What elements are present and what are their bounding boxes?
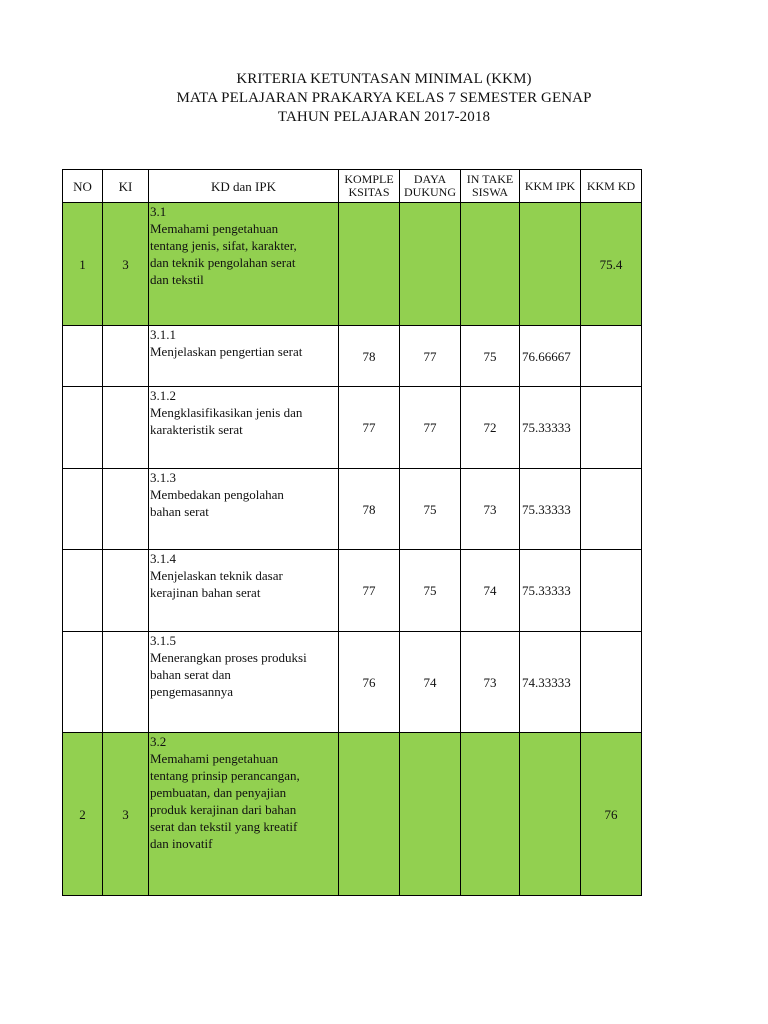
cell-kkm-kd: 75.4 xyxy=(581,203,642,326)
cell-intake-siswa: 74 xyxy=(461,550,520,632)
kd-code: 3.2 xyxy=(150,734,167,749)
cell-ki: 3 xyxy=(103,733,149,896)
cell-intake-siswa: 73 xyxy=(461,632,520,733)
table-row xyxy=(63,733,642,896)
kd-description-line: Membedakan pengolahan xyxy=(150,487,284,502)
cell-no xyxy=(63,550,103,632)
kd-description-line: tentang prinsip perancangan, xyxy=(150,768,300,783)
cell-kompleksitas xyxy=(339,203,400,326)
cell-kkm-ipk: 75.33333 xyxy=(520,550,581,632)
cell-kd-ipk xyxy=(149,326,339,387)
header-kd: KD dan IPK xyxy=(149,170,339,203)
header-intake-siswa xyxy=(461,170,520,203)
cell-kkm-kd: 76 xyxy=(581,733,642,896)
cell-kd-ipk xyxy=(149,469,339,550)
header-daya-dukung xyxy=(400,170,461,203)
kd-description-line: Memahami pengetahuan xyxy=(150,751,279,766)
kd-description-line: karakteristik serat xyxy=(150,422,243,437)
kd-code: 3.1.1 xyxy=(150,327,176,342)
kd-code: 3.1.2 xyxy=(150,388,176,403)
cell-no: 1 xyxy=(63,203,103,326)
cell-kompleksitas: 77 xyxy=(339,387,400,469)
title-line-3: TAHUN PELAJARAN 2017-2018 xyxy=(277,109,491,125)
kd-description-line: Memahami pengetahuan xyxy=(150,221,279,236)
kd-description-line: Menjelaskan teknik dasar xyxy=(150,568,283,583)
cell-kd-ipk xyxy=(149,387,339,469)
kd-code: 3.1.4 xyxy=(150,551,176,566)
header-row xyxy=(63,170,642,203)
table-body xyxy=(63,203,642,896)
cell-no: 2 xyxy=(63,733,103,896)
cell-daya-dukung: 75 xyxy=(400,550,461,632)
kd-description-line: dan tekstil xyxy=(150,272,204,287)
kd-description-line: pembuatan, dan penyajian xyxy=(150,785,287,800)
kd-description-line: dan teknik pengolahan serat xyxy=(150,255,296,270)
kkm-table xyxy=(62,169,642,896)
cell-daya-dukung: 77 xyxy=(400,387,461,469)
header-kompleksitas-line2: KSITAS xyxy=(348,185,390,199)
kd-description-line: bahan serat xyxy=(150,504,209,519)
document-title xyxy=(0,70,768,127)
cell-daya-dukung: 74 xyxy=(400,632,461,733)
cell-intake-siswa xyxy=(461,733,520,896)
header-kkm-kd: KKM KD xyxy=(581,170,642,203)
cell-daya-dukung xyxy=(400,203,461,326)
title-line-1: KRITERIA KETUNTASAN MINIMAL (KKM) xyxy=(236,71,532,87)
cell-no xyxy=(63,326,103,387)
header-daya-line1: DAYA xyxy=(413,172,447,186)
table-row xyxy=(63,326,642,387)
cell-kkm-kd xyxy=(581,550,642,632)
title-line-2: MATA PELAJARAN PRAKARYA KELAS 7 SEMESTER GENAP xyxy=(176,90,592,106)
cell-kkm-kd xyxy=(581,469,642,550)
cell-kkm-ipk xyxy=(520,733,581,896)
cell-kkm-kd xyxy=(581,632,642,733)
cell-kkm-kd xyxy=(581,387,642,469)
cell-kompleksitas: 77 xyxy=(339,550,400,632)
header-intake-line1: IN TAKE xyxy=(466,172,514,186)
cell-kd-ipk xyxy=(149,632,339,733)
header-daya-line2: DUKUNG xyxy=(404,185,456,199)
kd-description-line: Menerangkan proses produksi xyxy=(150,650,307,665)
table-row xyxy=(63,203,642,326)
cell-ki xyxy=(103,550,149,632)
cell-daya-dukung: 77 xyxy=(400,326,461,387)
cell-ki xyxy=(103,326,149,387)
cell-ki xyxy=(103,387,149,469)
cell-kompleksitas: 78 xyxy=(339,326,400,387)
cell-intake-siswa: 73 xyxy=(461,469,520,550)
cell-intake-siswa: 72 xyxy=(461,387,520,469)
table-row xyxy=(63,550,642,632)
table-row xyxy=(63,469,642,550)
kd-code: 3.1.5 xyxy=(150,633,176,648)
cell-kkm-kd xyxy=(581,326,642,387)
table-row xyxy=(63,387,642,469)
cell-ki: 3 xyxy=(103,203,149,326)
cell-kd-ipk xyxy=(149,550,339,632)
cell-daya-dukung xyxy=(400,733,461,896)
header-ki: KI xyxy=(103,170,149,203)
cell-kompleksitas xyxy=(339,733,400,896)
kd-description-line: pengemasannya xyxy=(150,684,234,699)
kd-description-line: Mengklasifikasikan jenis dan xyxy=(150,405,303,420)
cell-intake-siswa xyxy=(461,203,520,326)
kd-description-line: produk kerajinan dari bahan xyxy=(150,802,297,817)
kd-description-line: dan inovatif xyxy=(150,836,213,851)
kd-description-line: bahan serat dan xyxy=(150,667,231,682)
cell-kkm-ipk: 75.33333 xyxy=(520,469,581,550)
cell-no xyxy=(63,387,103,469)
header-kompleksitas xyxy=(339,170,400,203)
kd-code: 3.1 xyxy=(150,204,167,219)
header-no: NO xyxy=(63,170,103,203)
kd-description-line: serat dan tekstil yang kreatif xyxy=(150,819,298,834)
cell-kompleksitas: 76 xyxy=(339,632,400,733)
header-kkm-ipk: KKM IPK xyxy=(520,170,581,203)
cell-kd-ipk xyxy=(149,203,339,326)
cell-kd-ipk xyxy=(149,733,339,896)
cell-ki xyxy=(103,632,149,733)
kd-description-line: kerajinan bahan serat xyxy=(150,585,261,600)
cell-ki xyxy=(103,469,149,550)
header-kompleksitas-line1: KOMPLE xyxy=(344,172,394,186)
cell-no xyxy=(63,632,103,733)
kd-code: 3.1.3 xyxy=(150,470,176,485)
cell-no xyxy=(63,469,103,550)
cell-kkm-ipk xyxy=(520,203,581,326)
header-intake-line2: SISWA xyxy=(471,185,508,199)
cell-kkm-ipk: 76.66667 xyxy=(520,326,581,387)
kd-description-line: tentang jenis, sifat, karakter, xyxy=(150,238,297,253)
cell-intake-siswa: 75 xyxy=(461,326,520,387)
table-row xyxy=(63,632,642,733)
cell-kompleksitas: 78 xyxy=(339,469,400,550)
cell-kkm-ipk: 75.33333 xyxy=(520,387,581,469)
cell-kkm-ipk: 74.33333 xyxy=(520,632,581,733)
kd-description-line: Menjelaskan pengertian serat xyxy=(150,344,303,359)
cell-daya-dukung: 75 xyxy=(400,469,461,550)
